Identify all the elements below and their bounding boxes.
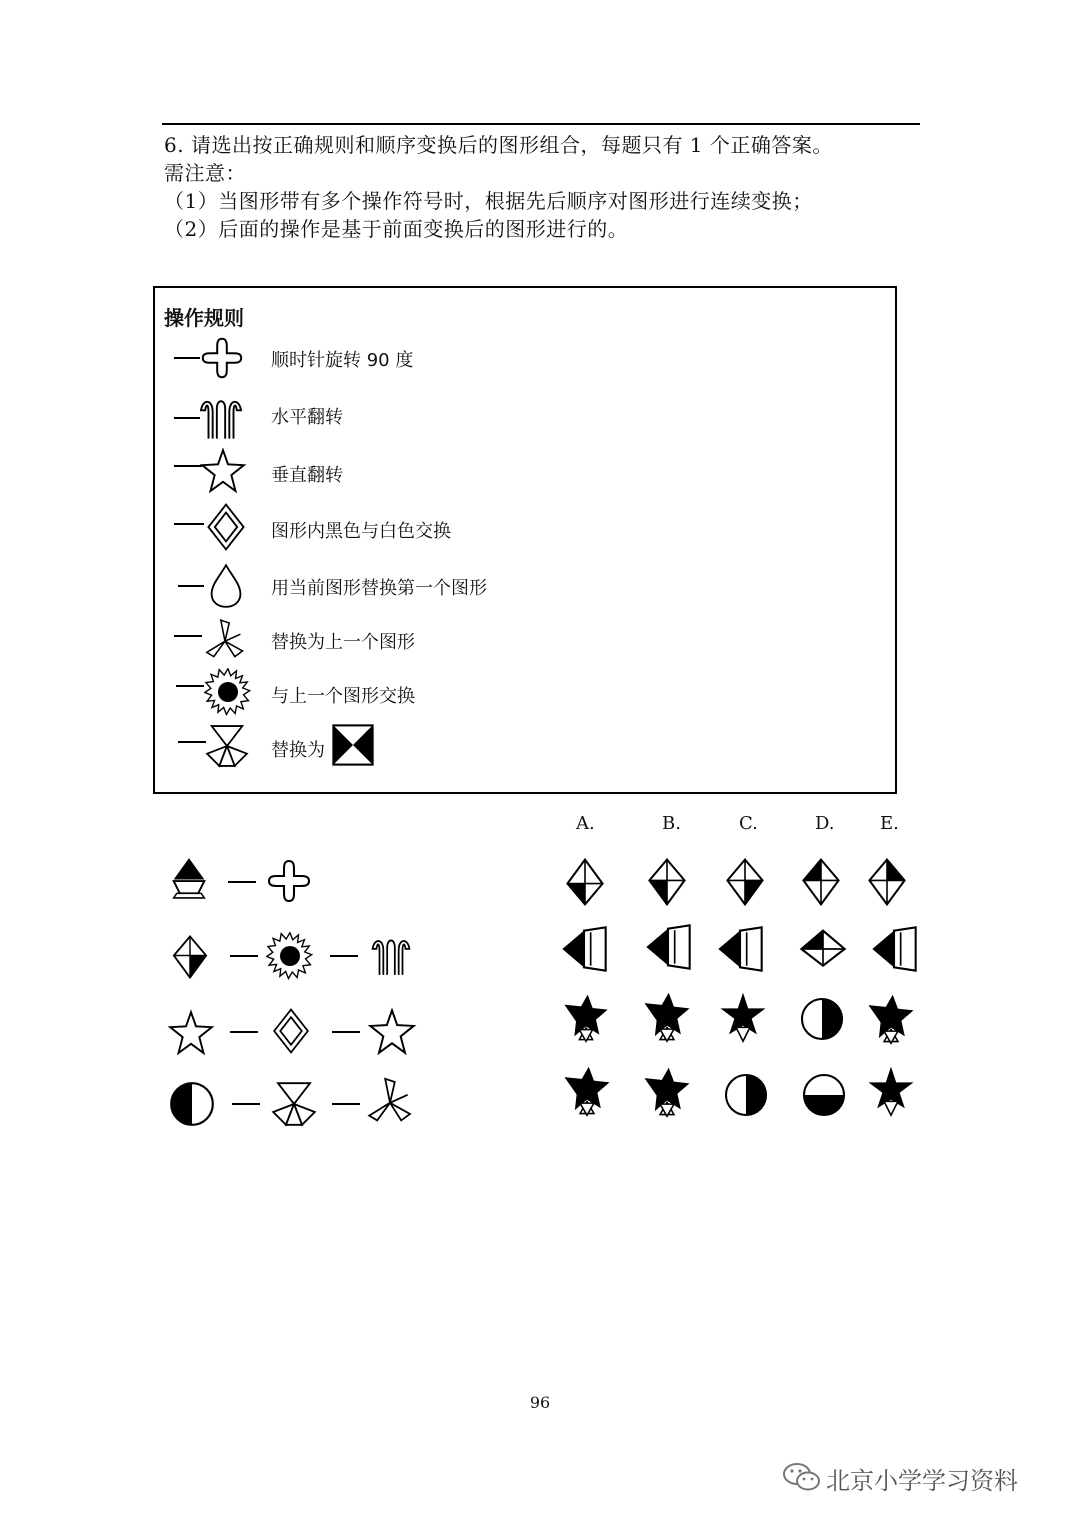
cross-rotate-icon	[269, 861, 309, 901]
option-letter-e: E.	[880, 813, 899, 834]
rules-box	[153, 286, 897, 794]
propeller-prev-icon	[369, 1079, 410, 1121]
triangles-shape-icon	[174, 858, 205, 898]
rule-label-invert: 图形内黑色与白色交换	[271, 521, 451, 542]
options-grid	[555, 846, 925, 1126]
sun-swap-icon	[174, 666, 254, 718]
rule-label-prev: 替换为上一个图形	[271, 632, 415, 653]
rule-label-replace: 替换为	[271, 740, 325, 761]
watermark-text: 北京小学学习资料	[826, 1467, 1018, 1495]
question-line-3: （1）当图形带有多个操作符号时，根据先后顺序对图形进行连续变换；	[164, 189, 813, 213]
kite-shape-icon	[174, 936, 206, 977]
arch-flip-icon	[174, 390, 254, 444]
drop-replace-first-icon	[174, 562, 254, 610]
question-line-1: 6. 请选出按正确规则和顺序变换后的图形组合，每题只有 1 个正确答案。	[164, 133, 833, 157]
propeller-prev-icon	[174, 612, 254, 662]
rule-label-swap: 与上一个图形交换	[271, 686, 415, 707]
arch-flip-icon	[373, 940, 410, 975]
top-rule	[162, 123, 920, 125]
wechat-icon	[782, 1460, 822, 1494]
diamond-invert-icon	[174, 498, 254, 556]
trefoil-replace-icon	[273, 1083, 315, 1125]
page-number: 96	[529, 1393, 551, 1412]
sun-swap-icon	[267, 933, 312, 979]
option-letter-b: B.	[662, 813, 681, 834]
question-line-2: 需注意：	[164, 161, 246, 185]
cross-rotate-icon	[174, 334, 254, 382]
rule-label-hflip: 水平翻转	[271, 407, 343, 428]
option-letter-d: D.	[815, 813, 835, 834]
option-letter-a: A.	[576, 813, 595, 834]
trefoil-replace-icon	[174, 722, 254, 770]
half-circle-icon	[171, 1083, 213, 1125]
rule-label-rotate: 顺时针旋转 90 度	[271, 350, 414, 371]
white-star-icon	[170, 1012, 212, 1053]
diamond-invert-icon	[274, 1010, 308, 1053]
hourglass-square-icon	[332, 724, 374, 766]
option-letter-c: C.	[739, 813, 758, 834]
question-figures	[160, 846, 430, 1146]
rule-label-vflip: 垂直翻转	[271, 465, 343, 486]
question-line-4: （2）后面的操作是基于前面变换后的图形进行的。	[164, 217, 629, 241]
star-flip-icon	[370, 1010, 413, 1052]
rule-label-replace-first: 用当前图形替换第一个图形	[271, 578, 487, 599]
star-flip-icon	[174, 448, 254, 496]
rules-title: 操作规则	[164, 306, 244, 330]
